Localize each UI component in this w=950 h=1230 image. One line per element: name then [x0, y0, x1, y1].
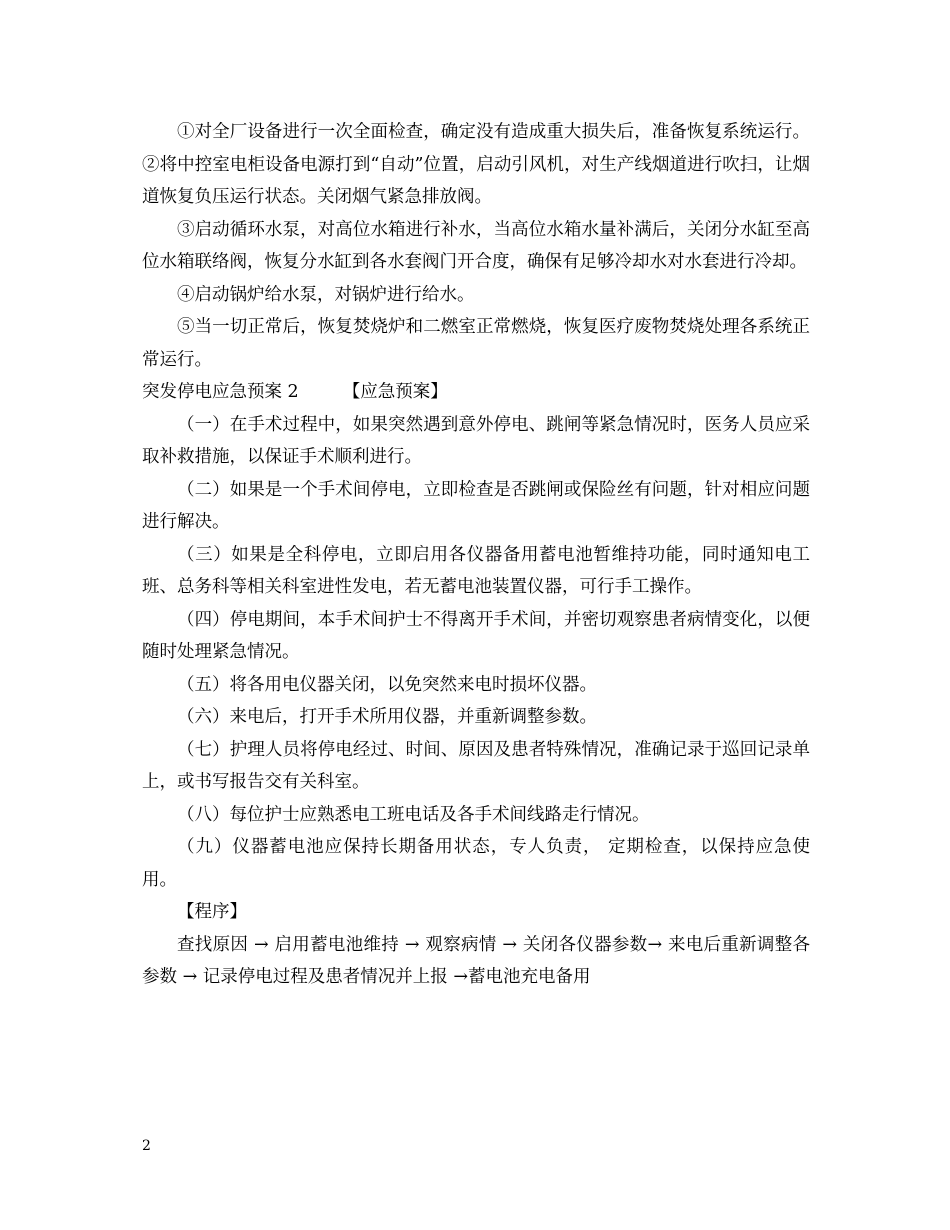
page-number: 2 [142, 1138, 151, 1154]
paragraph-step-5: ⑤当一切正常后，恢复焚烧炉和二燃室正常燃烧，恢复医疗废物焚烧处理各系统正常运行。 [142, 317, 810, 370]
procedure-text: 查找原因 → 启用蓄电池维持 → 观察病情 → 关闭各仪器参数→ 来电后重新调整各参数 → 记录停电过程及患者情况并上报 →蓄电池充电备用 [142, 934, 810, 987]
emergency-item-7: （七）护理人员将停电经过、时间、原因及患者特殊情况，准确记录于巡回记录单上，或书写报告交有关科室。 [142, 739, 810, 792]
emergency-item-9: （九）仪器蓄电池应保持长期备用状态，专人负责， 定期检查，以保持应急使用。 [142, 837, 810, 890]
section-heading [142, 376, 810, 409]
emergency-item-2: （二）如果是一个手术间停电，立即检查是否跳闸或保险丝有问题，针对相应问题进行解决。 [142, 479, 810, 532]
section-title: 突发停电应急预案 2 [142, 382, 299, 402]
emergency-item-8: （八）每位护士应熟悉电工班电话及各手术间线路走行情况。 [177, 804, 650, 825]
paragraph-step-3: ③启动循环水泵，对高位水箱进行补水，当高位水箱水量补满后，关闭分水缸至高位水箱联络阀，恢复分水缸到各水套阀门开合度，确保有足够冷却水对水套进行冷却。 [142, 219, 810, 272]
procedure-title: 【程序】 [177, 902, 247, 922]
paragraph-step-1-2: ①对全厂设备进行一次全面检查，确定没有造成重大损失后，准备恢复系统运行。 ②将中控室电柜设备电源打到“自动”位置，启动引风机，对生产线烟道进行吹扫，让烟道恢复负压运行状态。关闭烟气紧急排放阀。 [142, 122, 810, 207]
emergency-item-3: （三）如果是全科停电，立即启用各仪器备用蓄电池暂维持功能，同时通知电工班、总务科等相关科室进性发电，若无蓄电池装置仪器，可行手工操作。 [142, 544, 810, 597]
emergency-item-1: （一）在手术过程中，如果突然遇到意外停电、跳闸等紧急情况时，医务人员应采取补救措施，以保证手术顺利进行。 [142, 414, 810, 467]
section-subtitle: 【应急预案】 [342, 382, 448, 402]
emergency-item-6: （六）来电后，打开手术所用仪器，并重新调整参数。 [177, 707, 597, 727]
emergency-item-4: （四）停电期间，本手术间护士不得离开手术间，并密切观察患者病情变化，以便随时处理紧急情况。 [142, 609, 810, 662]
emergency-item-5: （五）将各用电仪器关闭，以免突然来电时损坏仪器。 [177, 674, 597, 695]
paragraph-step-4: ④启动锅炉给水泵，对锅炉进行给水。 [177, 284, 475, 305]
document-body [142, 116, 810, 994]
